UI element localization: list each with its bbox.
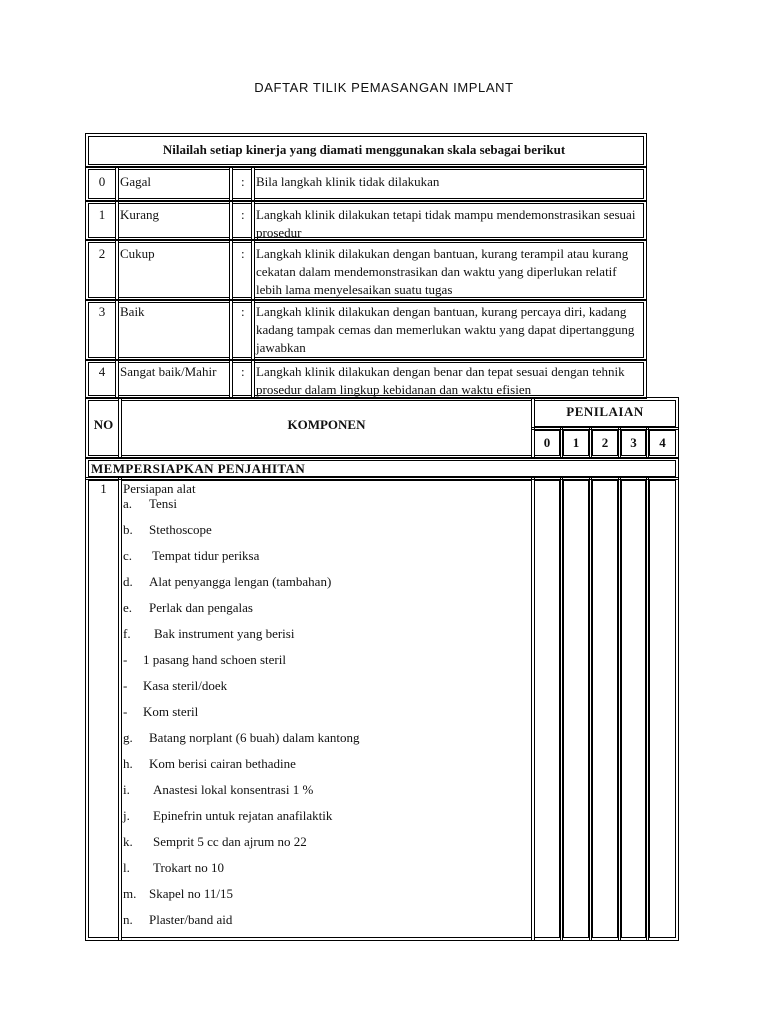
header-no: NO [93, 417, 114, 432]
score-header-cell [563, 430, 589, 456]
score-cell-2[interactable] [592, 480, 618, 938]
item-marker: f. [123, 626, 131, 641]
score-header: 0 [543, 435, 551, 450]
item-marker: - [123, 678, 128, 693]
scale-desc: Langkah klinik dilakukan dengan bantuan, kurang percaya diri, kadang kadang tampak cemas dan memerlukan waktu yang dapat dipertanggung jawabkan [256, 304, 635, 355]
item-text: Kasa steril/doek [143, 678, 228, 693]
item-text: Bak instrument yang berisi [154, 626, 295, 641]
score-header-cell [621, 430, 646, 456]
scale-desc: Langkah klinik dilakukan dengan bantuan, kurang terampil atau kurang cekatan dalam mendemonstrasikan dan waktu yang diperlukan relatif lebih lama menyelesaikan suatu tugas [256, 246, 629, 297]
item-marker: e. [123, 600, 133, 615]
row-number: 1 [100, 481, 107, 496]
scale-num-cell [88, 169, 116, 199]
item-text: Skapel no 11/15 [149, 886, 234, 901]
scale-heading-cell [88, 136, 644, 165]
item-marker: - [123, 652, 128, 667]
score-cell-1[interactable] [563, 480, 589, 938]
section-title: MEMPERSIAPKAN PENJAHITAN [91, 461, 306, 476]
item-marker: a. [123, 496, 133, 511]
scale-label-cell [118, 169, 230, 199]
scale-sep: : [241, 207, 245, 222]
item-text: Epinefrin untuk rejatan anafilaktik [153, 808, 333, 823]
header-no-cell [88, 400, 119, 456]
score-header: 1 [572, 435, 580, 450]
scale-sep: : [241, 174, 245, 189]
scale-num: 3 [98, 304, 106, 319]
row-title: Persiapan alat [123, 481, 196, 496]
header-penilaian: PENILAIAN [566, 404, 644, 419]
page-title: DAFTAR TILIK PEMASANGAN IMPLANT [254, 80, 514, 95]
scale-desc: Langkah klinik dilakukan tetapi tidak mampu mendemonstrasikan sesuai prosedur [256, 207, 636, 240]
item-text: 1 pasang hand schoen steril [143, 652, 286, 667]
score-header-cell [592, 430, 618, 456]
scale-desc-cell [254, 302, 644, 358]
scale-desc-cell [254, 362, 644, 396]
score-cell-4[interactable] [649, 480, 676, 938]
item-text: Trokart no 10 [153, 860, 225, 875]
scale-label-cell [118, 242, 230, 298]
item-text: Stethoscope [149, 522, 212, 537]
item-marker: g. [123, 730, 133, 745]
item-text: Kom steril [143, 704, 199, 719]
scale-label-cell [118, 302, 230, 358]
header-penilaian-cell [534, 400, 676, 427]
item-marker: n. [123, 912, 133, 927]
item-marker: j. [123, 808, 130, 823]
item-text: Kom berisi cairan bethadine [149, 756, 296, 771]
item-text: Anastesi lokal konsentrasi 1 % [153, 782, 314, 797]
scale-label: Kurang [120, 207, 159, 222]
scale-sep-cell [232, 203, 252, 238]
item-marker: i. [123, 782, 130, 797]
item-marker: c. [123, 548, 133, 563]
item-marker: l. [123, 860, 130, 875]
scale-sep: : [241, 304, 245, 319]
scale-sep-cell [232, 302, 252, 358]
item-text: Batang norplant (6 buah) dalam kantong [149, 730, 360, 745]
scale-label: Gagal [120, 174, 152, 189]
scale-sep-cell [232, 242, 252, 298]
item-marker: k. [123, 834, 133, 849]
item-text: Tempat tidur periksa [152, 548, 260, 563]
scale-num-cell [88, 302, 116, 358]
row-komponen-cell [121, 480, 532, 938]
scale-label: Sangat baik/Mahir [120, 364, 217, 379]
scale-sep: : [241, 364, 245, 379]
scale-num: 1 [98, 207, 106, 222]
scale-num: 2 [98, 246, 106, 261]
item-marker: - [123, 704, 128, 719]
scale-desc: Langkah klinik dilakukan dengan benar dan tepat sesuai dengan tehnik prosedur dalam lingkup kebidanan dan waktu efisien [256, 364, 625, 397]
score-cell-0[interactable] [534, 480, 560, 938]
item-text: Plaster/band aid [149, 912, 233, 927]
item-marker: b. [123, 522, 133, 537]
scale-num-cell [88, 362, 116, 396]
header-komponen-cell [121, 400, 532, 456]
item-text: Semprit 5 cc dan ajrum no 22 [153, 834, 307, 849]
item-text: Tensi [149, 496, 177, 511]
score-header: 3 [630, 435, 637, 450]
score-cell-3[interactable] [621, 480, 646, 938]
scale-label: Baik [120, 304, 145, 319]
scale-num-cell [88, 203, 116, 238]
item-marker: h. [123, 756, 133, 771]
scale-desc-cell [254, 203, 644, 238]
scale-label-cell [118, 203, 230, 238]
item-text: Alat penyangga lengan (tambahan) [149, 574, 332, 589]
header-komponen: KOMPONEN [287, 417, 366, 432]
item-marker: d. [123, 574, 133, 589]
scale-label-cell [118, 362, 230, 396]
section-row [88, 460, 676, 477]
item-text: Perlak dan pengalas [149, 600, 253, 615]
score-header-cell [534, 430, 560, 456]
scale-num: 4 [98, 364, 106, 379]
scale-sep: : [241, 246, 245, 261]
item-marker: m. [123, 886, 137, 901]
scale-label: Cukup [120, 246, 155, 261]
scale-num: 0 [98, 174, 106, 189]
score-header: 4 [659, 435, 666, 450]
scale-heading: Nilailah setiap kinerja yang diamati menggunakan skala sebagai berikut [162, 142, 566, 157]
scale-desc-cell [254, 169, 644, 199]
scale-sep-cell [232, 362, 252, 396]
scale-num-cell [88, 242, 116, 298]
row-number-cell [88, 480, 119, 938]
scale-desc-cell [254, 242, 644, 298]
score-header: 2 [601, 435, 609, 450]
scale-sep-cell [232, 169, 252, 199]
score-header-cell [649, 430, 676, 456]
scale-desc: Bila langkah klinik tidak dilakukan [256, 174, 440, 189]
